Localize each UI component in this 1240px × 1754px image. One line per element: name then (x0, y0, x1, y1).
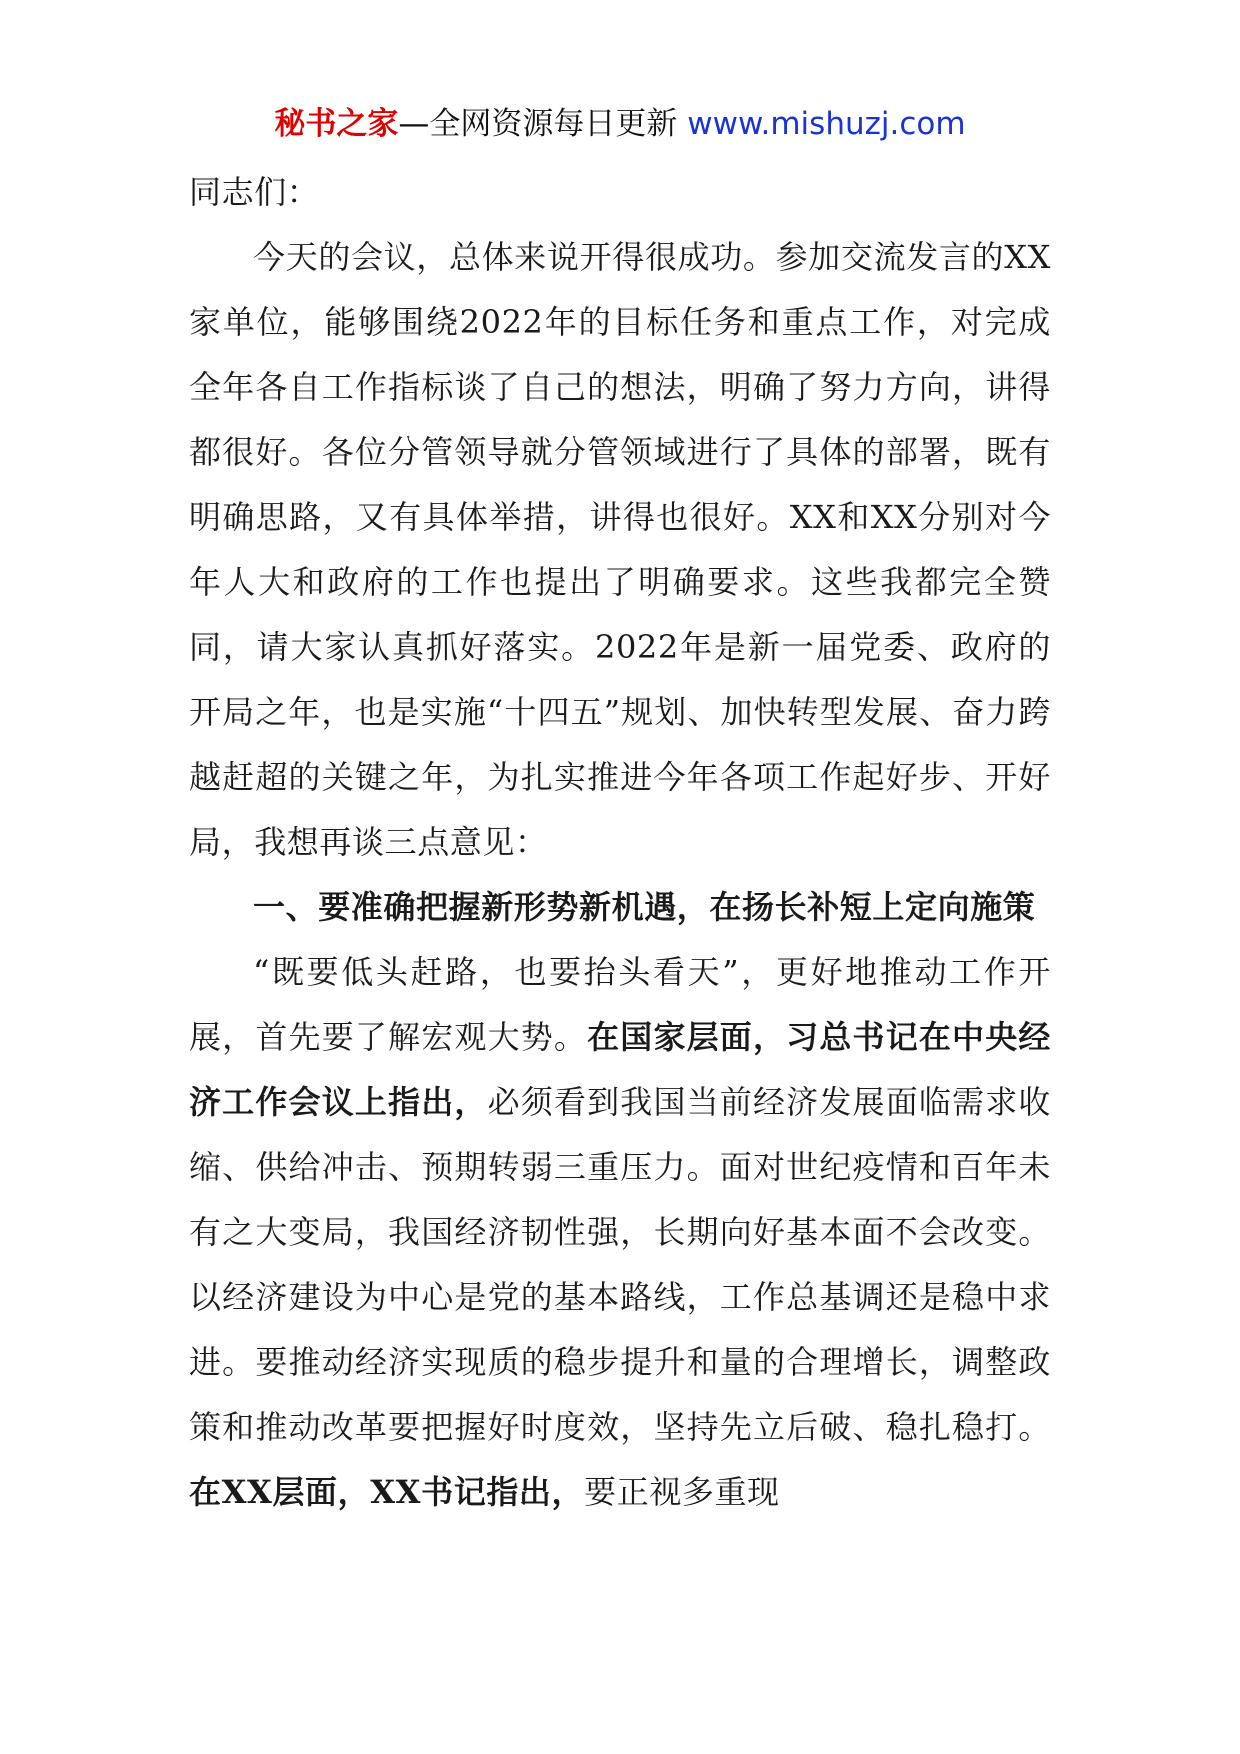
paragraph-opening: 今天的会议，总体来说开得很成功。参加交流发言的XX家单位，能够围绕2022年的目标任务和重点工作，对完成全年各自工作指标谈了自己的想法，明确了努力方向，讲得都很好。各位分管领导就分管领域进行了具体的部署，既有明确思路，又有具体举措，讲得也很好。XX和XX分别对今年人大和政府的工作也提出了明确要求。这些我都完全赞同，请大家认真抓好落实。2022年是新一届党委、政府的开局之年，也是实施“十四五”规划、加快转型发展、奋力跨越赶超的关键之年，为扎实推进今年各项工作起好步、开好局，我想再谈三点意见： (189, 238, 1051, 861)
paragraph-text: “既要低头赶路，也要抬头看天”，更好地推动工作开展，首先要了解宏观大势。 (189, 953, 1051, 1056)
paragraph-text: 必须看到我国当前经济发展面临需求收缩、供给冲击、预期转弱三重压力。面对世纪疫情和百年未有之大变局，我国经济韧性强，长期向好基本面不会改变。以经济建设为中心是党的基本路线，工作总基调还是稳中求进。要推动经济实现质的稳步提升和量的合理增长，调整政策和推动改革要把握好时度效，坚持先立后破、稳扎稳打。 (189, 1083, 1052, 1446)
paragraph-section-1 (189, 940, 1051, 1525)
brand-name: 秘书之家 (274, 106, 399, 142)
document-body (189, 160, 1051, 1525)
site-header (0, 104, 1240, 144)
paragraph-text: 要正视多重现 (584, 1473, 780, 1511)
section-heading-1: 一、要准确把握新形势新机遇，在扬长补短上定向施策 (253, 888, 1036, 926)
site-url-link[interactable]: www.mishuzj.com (687, 106, 966, 142)
bold-emphasis-national: 在国家层面，习总书记在中央经济工作会议上指出， (189, 1018, 1051, 1121)
salutation: 同志们： (189, 173, 320, 211)
header-tagline: —全网资源每日更新 (398, 106, 688, 142)
bold-emphasis-regional: 在XX层面，XX书记指出， (189, 1473, 585, 1511)
